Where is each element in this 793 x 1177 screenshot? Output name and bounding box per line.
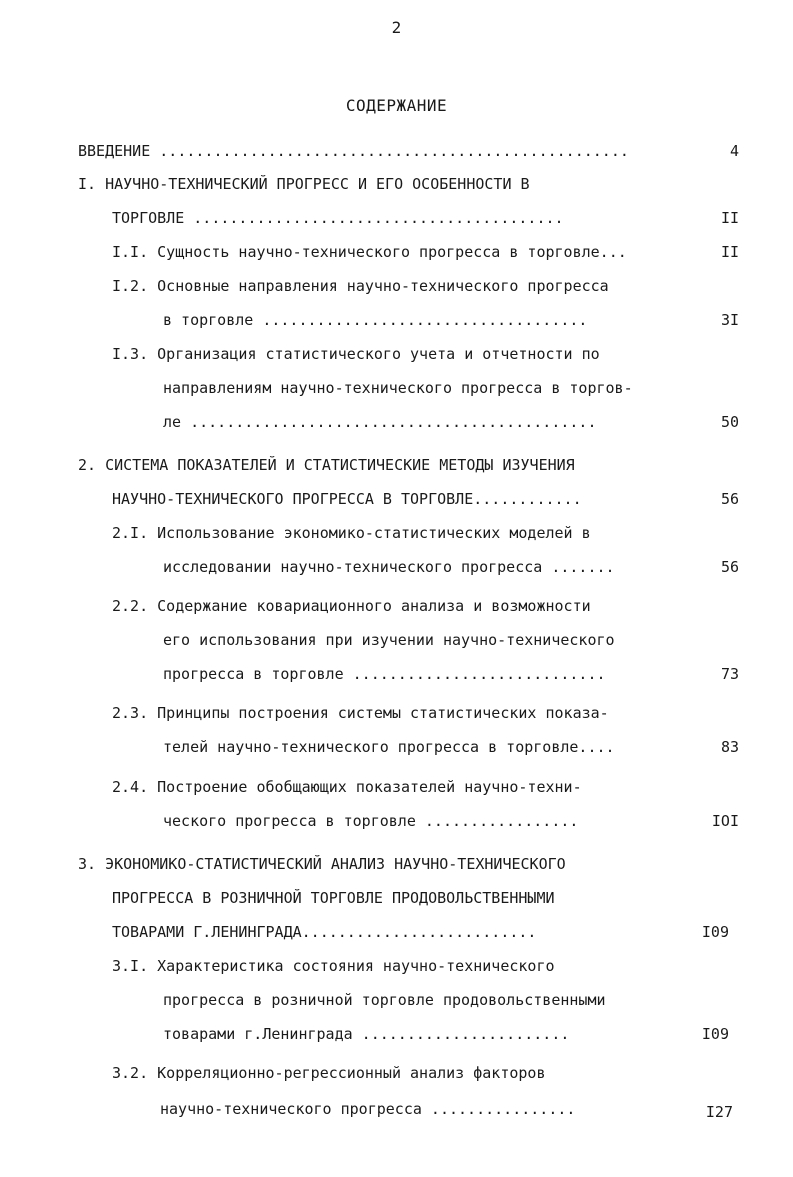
toc-entry-ch3-line1: 3. ЭКОНОМИКО-СТАТИСТИЧЕСКИЙ АНАЛИЗ НАУЧНО-ТЕХНИЧЕСКОГО (78, 855, 566, 873)
toc-page-3-2: I27 (705, 1103, 733, 1121)
toc-entry-ch3-line2: ПРОГРЕССА В РОЗНИЧНОЙ ТОРГОВЛЕ ПРОДОВОЛЬСТВЕННЫМИ (112, 889, 555, 907)
toc-entry-1-3-line3: ле ............................................. (163, 413, 597, 431)
toc-entry-2-2-line2: его использования при изучении научно-технического (163, 631, 615, 649)
toc-entry-2-1-line2: исследовании научно-технического прогресса ....... (163, 558, 615, 576)
toc-page-3-1: I09 (701, 1025, 729, 1043)
toc-page-2-1: 56 (720, 558, 739, 576)
toc-entry-3-1-line3: товарами г.Ленинграда ....................... (163, 1025, 570, 1043)
toc-entry-2-3-line1: 2.3. Принципы построения системы статистических показа- (112, 704, 609, 722)
toc-entry-2-2-line3: прогресса в торговле ............................ (163, 665, 606, 683)
toc-entry-ch1-line1: I. НАУЧНО-ТЕХНИЧЕСКИЙ ПРОГРЕСС И ЕГО ОСОБЕННОСТИ В (78, 175, 530, 193)
page-number: 2 (391, 18, 402, 37)
toc-page-1-2: 3I (720, 311, 739, 329)
toc-page-1-3: 50 (720, 413, 739, 431)
toc-entry-1-2-line2: в торговле .................................... (163, 311, 588, 329)
toc-page-ch3: I09 (701, 923, 729, 941)
toc-entry-1-3-line1: I.3. Организация статистического учета и отчетности по (112, 345, 600, 363)
toc-page-2-4: IOI (711, 812, 739, 830)
toc-page-1-1: II (720, 243, 739, 261)
toc-entry-ch2-line2: НАУЧНО-ТЕХНИЧЕСКОГО ПРОГРЕССА В ТОРГОВЛЕ............ (112, 490, 582, 508)
toc-entry-1-3-line2: направлениям научно-технического прогресса в торгов- (163, 379, 633, 397)
toc-entry-3-2-line2: научно-технического прогресса ................ (160, 1100, 576, 1118)
toc-page-ch1: II (720, 209, 739, 227)
toc-entry-2-2-line1: 2.2. Содержание ковариационного анализа и возможности (112, 597, 591, 615)
toc-entry-3-1-line1: 3.I. Характеристика состояния научно-технического (112, 957, 555, 975)
toc-entry-3-2-line1: 3.2. Корреляционно-регрессионный анализ факторов (112, 1064, 546, 1082)
toc-page-intro: 4 (729, 142, 739, 160)
toc-title: СОДЕРЖАНИЕ (345, 96, 448, 115)
toc-entry-1-1: I.I. Сущность научно-технического прогресса в торговле... (112, 243, 627, 261)
toc-page-2-2: 73 (720, 665, 739, 683)
toc-entry-ch1-line2: ТОРГОВЛЕ ......................................... (112, 209, 564, 227)
toc-entry-3-1-line2: прогресса в розничной торговле продовольственными (163, 991, 606, 1009)
toc-entry-ch3-line3: ТОВАРАМИ Г.ЛЕНИНГРАДА.......................... (112, 923, 537, 941)
toc-entry-2-3-line2: телей научно-технического прогресса в торговле.... (163, 738, 615, 756)
toc-page-ch2: 56 (720, 490, 739, 508)
toc-entry-2-4-line2: ческого прогресса в торговле ................. (163, 812, 579, 830)
toc-entry-ch2-line1: 2. СИСТЕМА ПОКАЗАТЕЛЕЙ И СТАТИСТИЧЕСКИЕ МЕТОДЫ ИЗУЧЕНИЯ (78, 456, 575, 474)
toc-entry-1-2-line1: I.2. Основные направления научно-технического прогресса (112, 277, 609, 295)
toc-entry-2-4-line1: 2.4. Построение обобщающих показателей научно-техни- (112, 778, 582, 796)
toc-page-2-3: 83 (720, 738, 739, 756)
toc-entry-intro: ВВЕДЕНИЕ .................................................... (78, 142, 629, 160)
toc-entry-2-1-line1: 2.I. Использование экономико-статистических моделей в (112, 524, 591, 542)
